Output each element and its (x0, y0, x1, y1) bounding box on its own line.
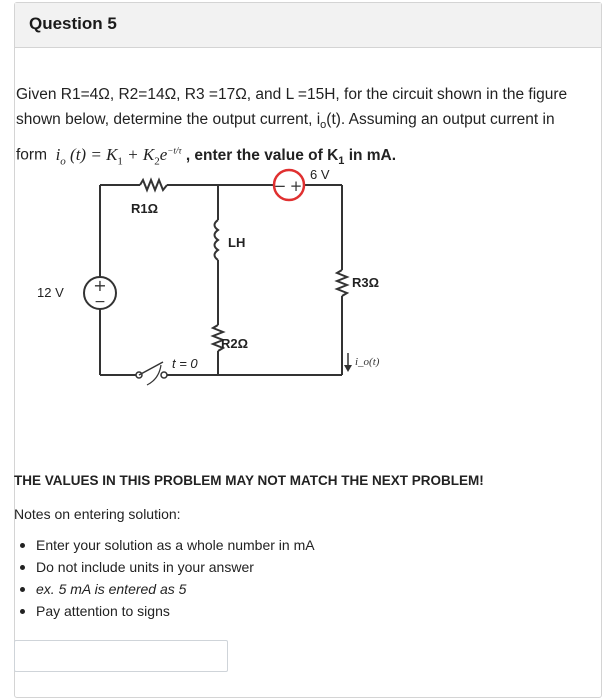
svg-text:−: − (273, 177, 287, 195)
switch-blade (139, 362, 163, 375)
svg-text:−: − (94, 294, 106, 310)
list-item: Do not include units in your answer (14, 556, 315, 578)
r3-resistor (337, 270, 347, 296)
output-current-label: i_o(t) (355, 356, 380, 368)
problem-line-2: shown below, determine the output current, $i_o(t)$. Assuming an output current in (16, 111, 555, 132)
problem-line-1: Given R1=4Ω, R2=14Ω, R3 =17Ω, and L =15H, for the circuit shown in the figure (16, 86, 568, 103)
r1-label: R1Ω (131, 201, 159, 216)
switch-label: t = 0 (172, 356, 198, 371)
list-item: Enter your solution as a whole number in mA (14, 534, 315, 556)
inductor-coil (215, 220, 219, 260)
formula: $i_o$ $(t) = K_1 + K_2e^{-t/\tau}$ (51, 144, 182, 168)
r2-label: R2Ω (221, 336, 249, 351)
problem-statement (16, 82, 586, 174)
r3-label: R3Ω (352, 275, 380, 290)
answer-input[interactable] (14, 640, 228, 672)
list-item: Pay attention to signs (14, 600, 315, 622)
source-12v-label: 12 V (37, 285, 64, 300)
r1-resistor (140, 180, 167, 190)
question-title: Question 5 (29, 14, 117, 33)
question-header (15, 3, 601, 48)
problem-line-3: form $i_o$ $(t) = K_1 + K_2e^{-t/\tau}$ , enter the value of $K_1$ in mA. (16, 144, 397, 168)
warning-text: THE VALUES IN THIS PROBLEM MAY NOT MATCH THE NEXT PROBLEM! (14, 473, 484, 488)
svg-text:+: + (93, 276, 107, 295)
switch-contact-b (161, 372, 167, 378)
list-item: ex. 5 mA is entered as 5 (14, 578, 315, 600)
source-6v-label: 6 V (310, 167, 330, 182)
notes-title: Notes on entering solution: (14, 506, 181, 522)
inductor-label: LH (228, 235, 246, 250)
switch-arrow (147, 365, 161, 385)
circuit-diagram (15, 165, 415, 395)
notes-list (14, 534, 315, 622)
svg-text:+: + (289, 177, 303, 195)
